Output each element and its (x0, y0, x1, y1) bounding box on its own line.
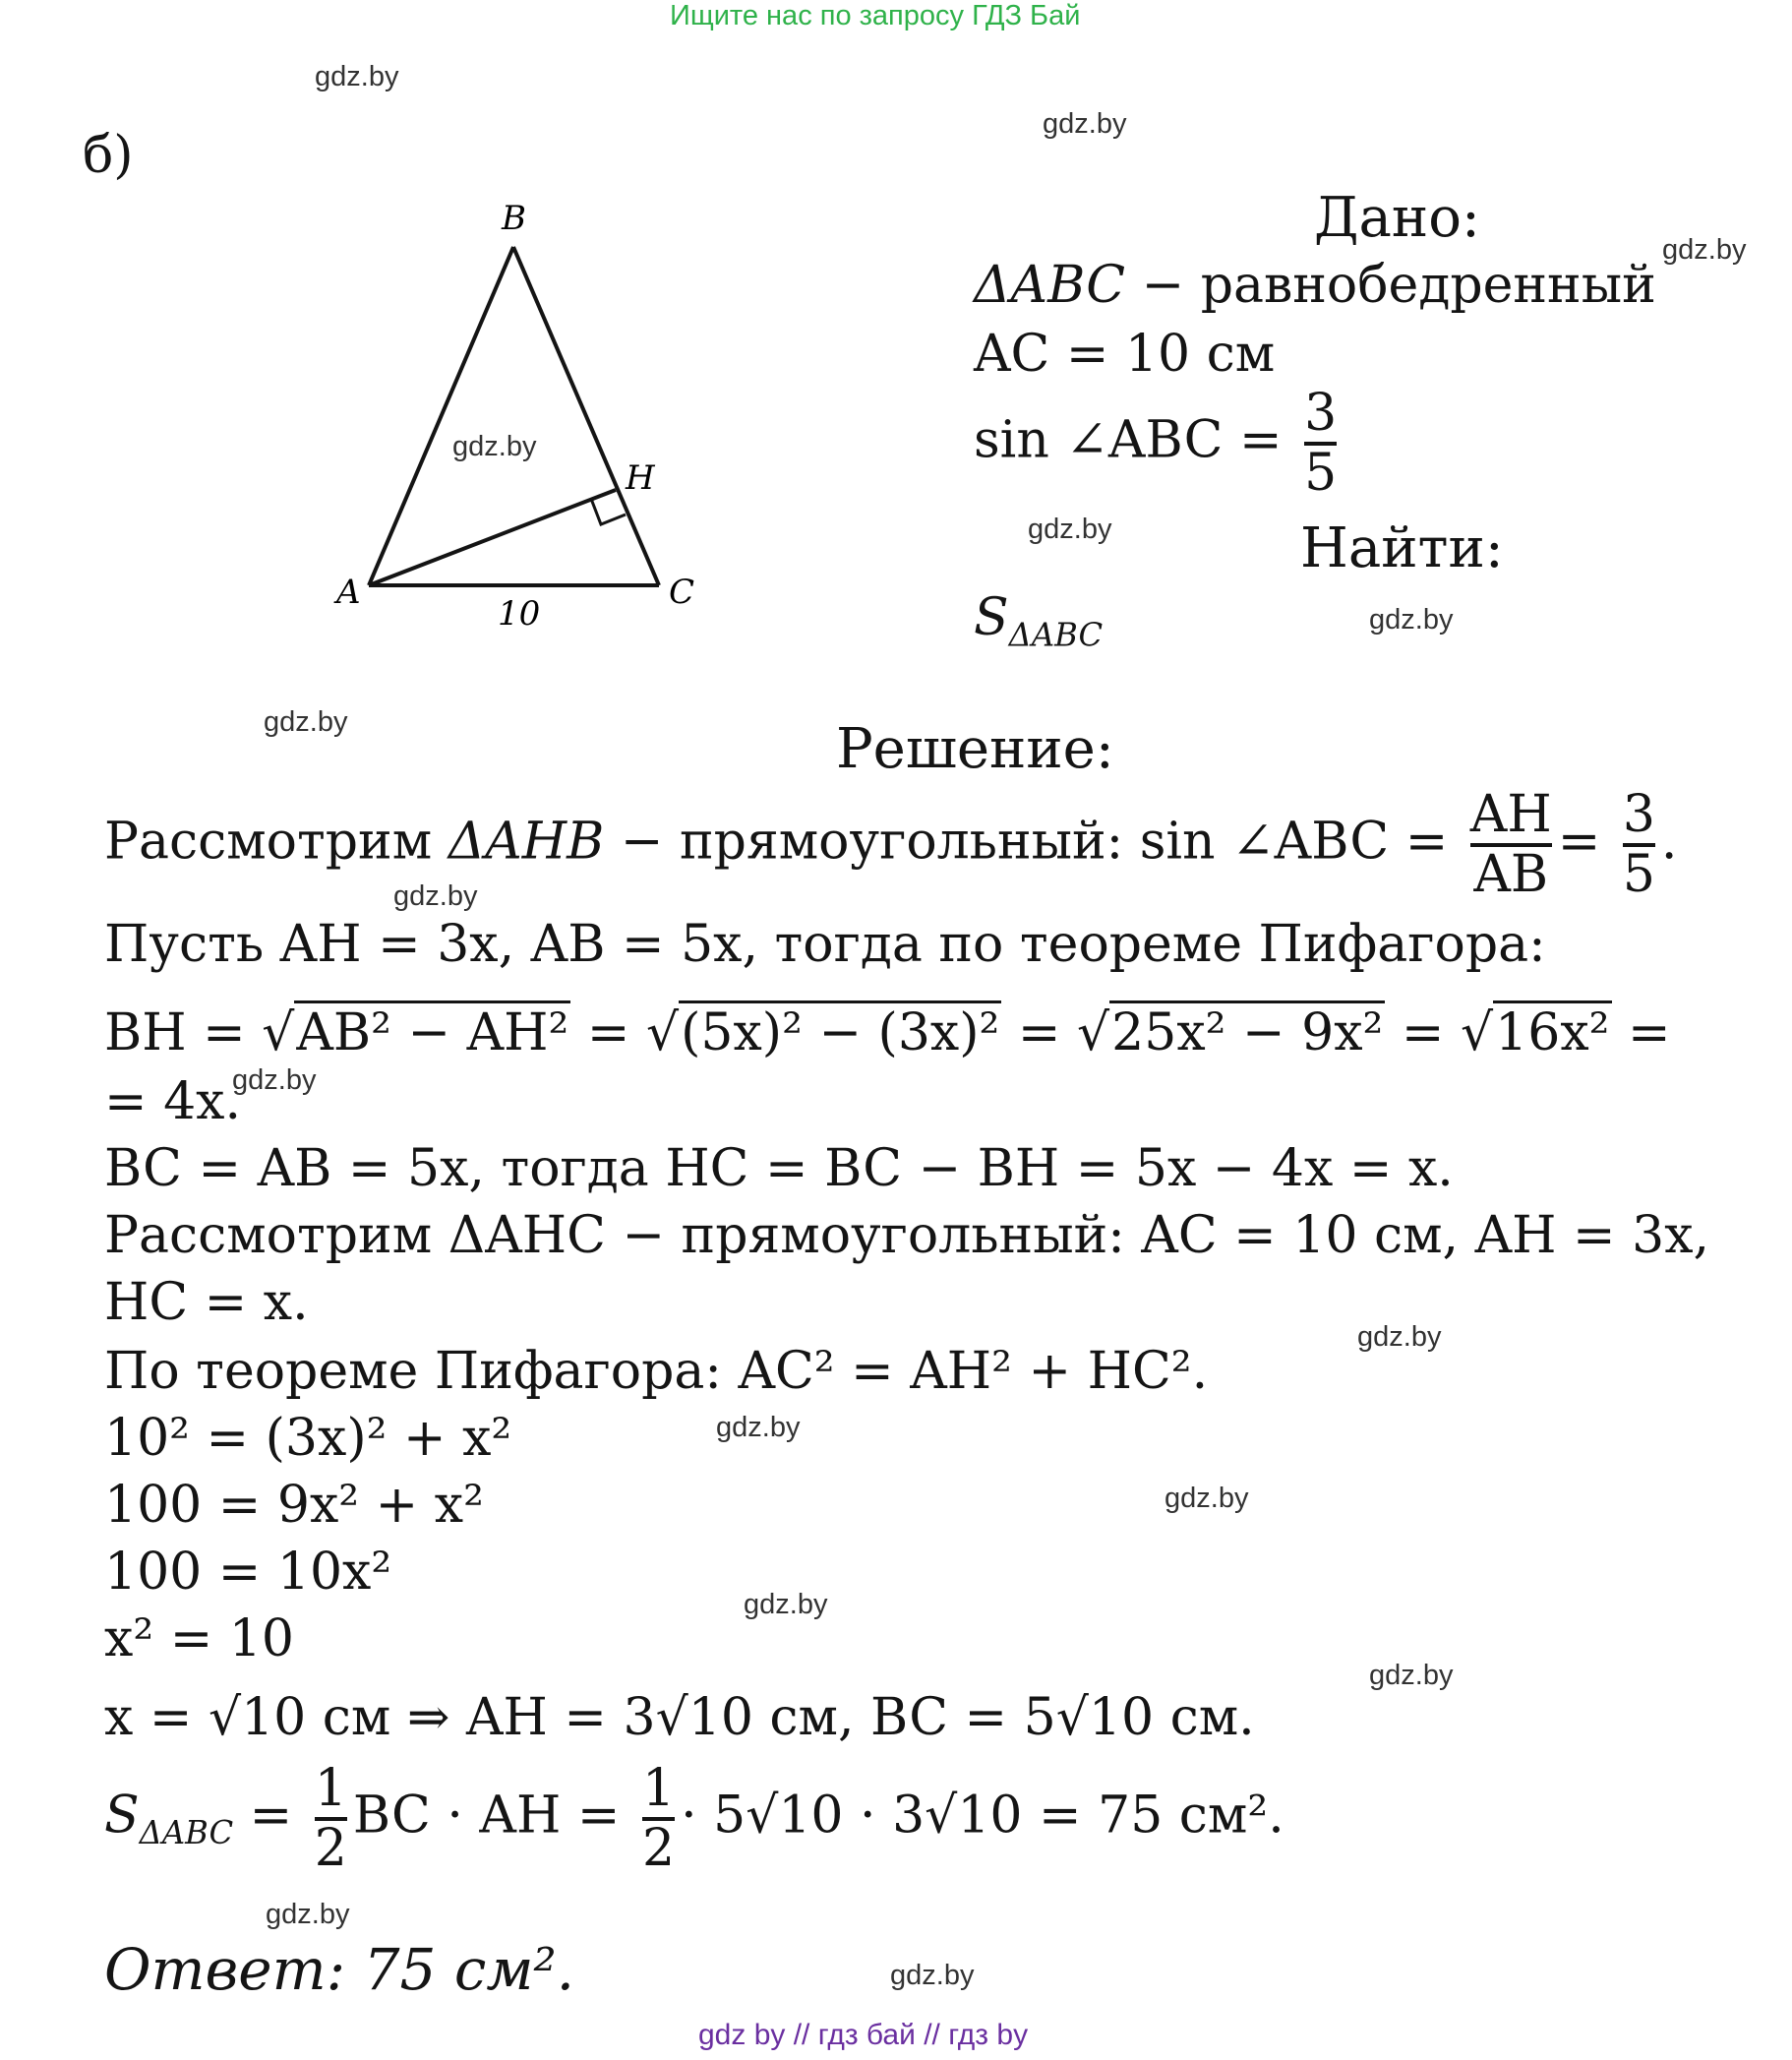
watermark: gdz.by (1165, 1483, 1249, 1514)
solution-line-2: Пусть AH = 3x, AB = 5x, тогда по теореме Пифагора: (104, 915, 1546, 974)
solution-line-4: = 4x. (104, 1072, 242, 1131)
given-line-1 (974, 256, 1656, 315)
side-bc (513, 247, 659, 585)
watermark: gdz.by (1369, 1660, 1454, 1691)
right-angle-mark (591, 499, 626, 524)
search-banner: Ищите нас по запросу ГДЗ Бай (670, 0, 1081, 31)
line-1-fraction-3-5 (1623, 787, 1655, 903)
watermark: gdz.by (1028, 514, 1112, 545)
line-1-numerator-3: 3 (1622, 785, 1655, 844)
watermark: gdz.by (744, 1589, 828, 1620)
watermark: gdz.by (393, 880, 478, 912)
line-1-rest: − прямоугольный: sin ∠ABC = (604, 812, 1449, 872)
line-3-radicand-3: 25x² − 9x² (1109, 1000, 1385, 1062)
line-14-equals: = (233, 1786, 293, 1846)
answer: Ответ: 75 см². (104, 1936, 575, 2003)
line-1-numerator-ah: AH (1469, 785, 1552, 844)
solution-line-6: Рассмотрим ΔAHC − прямоугольный: AC = 10 см, AH = 3x, (104, 1206, 1710, 1265)
watermark: gdz.by (1369, 604, 1454, 636)
given-fraction-numerator: 3 (1304, 384, 1338, 443)
watermark: gdz.by (1357, 1321, 1442, 1353)
solution-line-10: 100 = 9x² + x² (104, 1476, 484, 1535)
find-area-subscript: ΔABC (1008, 616, 1104, 654)
find-area-symbol: S (974, 588, 1009, 647)
line-1-triangle: ΔAHB (448, 812, 605, 872)
given-fraction (1304, 386, 1337, 502)
solution-line-1 (104, 787, 1677, 903)
line-3-radicand-4: 16x² (1493, 1000, 1611, 1062)
fraction-2-denominator: 2 (641, 1819, 676, 1879)
watermark: gdz.by (266, 1899, 350, 1930)
fraction-1-denominator: 2 (314, 1819, 347, 1879)
line-1-denominator-5: 5 (1622, 845, 1655, 905)
fraction-one-half (315, 1761, 347, 1877)
line-3-eq-1: = √ (570, 1003, 680, 1062)
side-ab (369, 247, 513, 585)
line-3-eq-4: = (1611, 1003, 1671, 1062)
find-heading: Найти: (1300, 516, 1504, 580)
line-1-text: Рассмотрим (104, 812, 448, 872)
watermark: gdz.by (1043, 108, 1127, 140)
watermark: gdz.by (1662, 234, 1747, 266)
given-sin-expression: sin ∠ABC = (974, 410, 1283, 470)
altitude-ah (369, 490, 616, 585)
solution-line-9: 10² = (3x)² + x² (104, 1409, 512, 1468)
solution-line-12: x² = 10 (104, 1609, 294, 1668)
vertex-b-label: B (502, 199, 526, 238)
given-heading: Дано: (1314, 186, 1480, 250)
line-1-equals: = (1557, 812, 1601, 872)
watermark: gdz.by (264, 706, 348, 738)
given-triangle: ΔABC (974, 256, 1126, 315)
watermark: gdz.by (452, 431, 537, 462)
fraction-1-numerator: 1 (314, 1759, 347, 1818)
fraction-one-half-2 (642, 1761, 675, 1877)
part-label: б) (83, 126, 134, 185)
line-1-fraction-ah-ab (1470, 787, 1552, 903)
find-value (974, 588, 1104, 654)
given-line-2: AC = 10 см (974, 325, 1276, 384)
base-length-label: 10 (498, 594, 541, 634)
line-3-bh: BH = √ (104, 1003, 295, 1062)
watermark: gdz.by (716, 1412, 801, 1443)
triangle-figure (325, 192, 718, 644)
area-symbol: S (104, 1786, 140, 1846)
line-3-eq-3: = √ (1385, 1003, 1494, 1062)
given-triangle-type: − равнобедренный (1141, 256, 1656, 315)
footer-links[interactable]: gdz by // гдз бай // гдз by (698, 2019, 1029, 2051)
watermark: gdz.by (232, 1064, 317, 1096)
given-line-3 (974, 386, 1343, 502)
given-fraction-denominator: 5 (1304, 444, 1338, 504)
line-3-eq-2: = √ (1001, 1003, 1110, 1062)
solution-line-3 (104, 1003, 1671, 1062)
solution-line-8: По теореме Пифагора: AC² = AH² + HC². (104, 1342, 1209, 1401)
line-3-radicand-1: AB² − AH² (294, 1000, 570, 1062)
solution-heading: Решение: (836, 717, 1114, 781)
solution-line-11: 100 = 10x² (104, 1543, 392, 1602)
line-14-product: BC · AH = (352, 1786, 621, 1846)
vertex-a-label: A (336, 573, 361, 612)
solution-line-13: x = √10 см ⇒ AH = 3√10 см, BC = 5√10 см. (104, 1688, 1255, 1747)
solution-line-5: BC = AB = 5x, тогда HC = BC − BH = 5x − 4x = x. (104, 1139, 1454, 1198)
line-1-period: . (1660, 812, 1678, 872)
line-1-denominator-ab: AB (1470, 843, 1552, 903)
watermark: gdz.by (315, 61, 399, 92)
line-3-radicand-2: (5x)² − (3x)² (679, 1000, 1001, 1062)
fraction-2-numerator: 1 (641, 1759, 676, 1818)
vertex-c-label: C (669, 573, 695, 612)
solution-line-7: HC = x. (104, 1273, 309, 1332)
line-14-result: · 5√10 · 3√10 = 75 см². (681, 1786, 1284, 1846)
area-subscript: ΔABC (139, 1813, 234, 1851)
watermark: gdz.by (890, 1960, 975, 1991)
solution-line-14 (104, 1761, 1284, 1877)
vertex-h-label: H (626, 458, 655, 498)
